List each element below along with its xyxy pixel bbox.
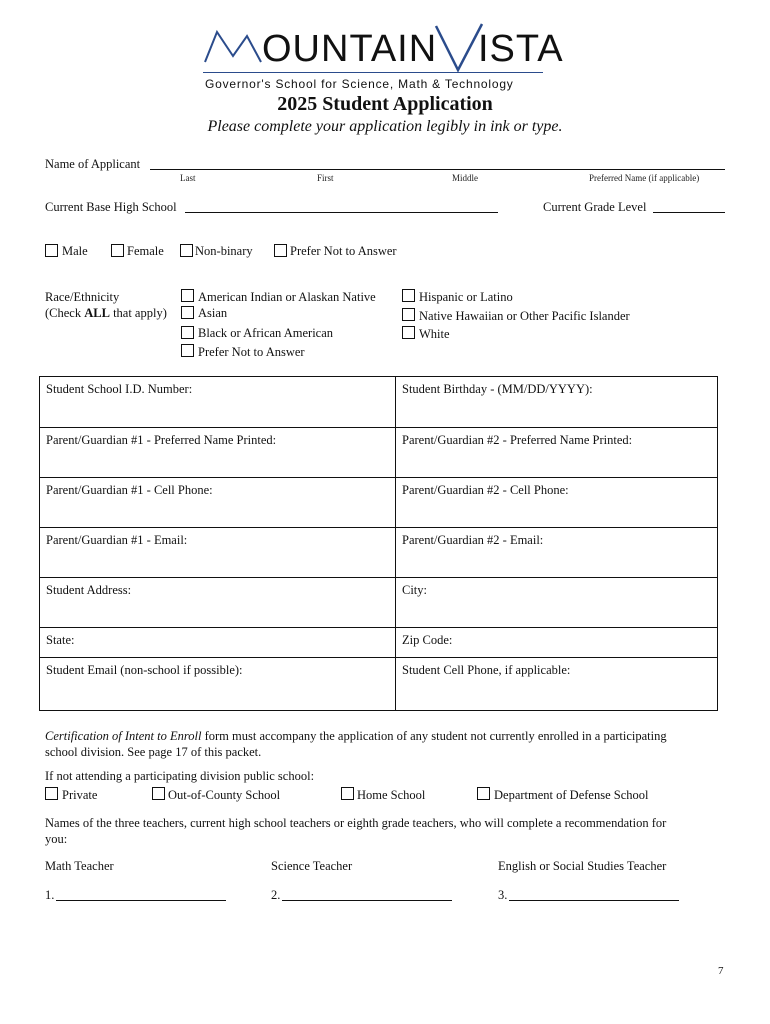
pg2-name-cell[interactable] — [396, 428, 717, 477]
defense-school-label: Department of Defense School — [494, 788, 649, 802]
american-indian-checkbox[interactable] — [181, 289, 194, 302]
out-of-county-checkbox[interactable] — [152, 787, 165, 800]
teachers-intro: Names of the three teachers, current high school teachers or eighth grade teachers, who will complete a recommendation for — [45, 816, 667, 830]
state-cell[interactable] — [40, 628, 395, 657]
math-teacher-field[interactable] — [56, 900, 226, 901]
pg2-phone-cell[interactable] — [396, 478, 717, 527]
female-checkbox[interactable] — [111, 244, 124, 257]
logo-rule — [203, 72, 543, 73]
male-label: Male — [62, 244, 88, 258]
pg2-email-cell[interactable] — [396, 528, 717, 577]
asian-label: Asian — [198, 306, 228, 320]
logo-tagline: Governor's School for Science, Math & Technology — [205, 77, 514, 91]
science-teacher-field[interactable] — [282, 900, 452, 901]
race-instruction — [45, 306, 167, 321]
gender-prefer-not-checkbox[interactable] — [274, 244, 287, 257]
american-indian-label: American Indian or Alaskan Native — [198, 290, 376, 304]
pg1-email-label: Parent/Guardian #1 - Email: — [46, 533, 188, 547]
page-subtitle: Please complete your application legibly in ink or type. — [207, 118, 563, 135]
pg2-email-label: Parent/Guardian #2 - Email: — [402, 533, 544, 547]
birthday-cell[interactable] — [396, 377, 717, 427]
race-instruction-pre: (Check — [45, 306, 85, 320]
pg1-phone-label: Parent/Guardian #1 - Cell Phone: — [46, 483, 213, 497]
english-teacher-label: English or Social Studies Teacher — [498, 859, 667, 873]
female-label: Female — [127, 244, 164, 258]
home-school-checkbox[interactable] — [341, 787, 354, 800]
student-id-cell[interactable] — [40, 377, 395, 427]
nonbinary-checkbox[interactable] — [180, 244, 193, 257]
school-label: Current Base High School — [45, 200, 177, 214]
grade-label: Current Grade Level — [543, 200, 647, 214]
science-teacher-label: Science Teacher — [271, 859, 353, 873]
school-field[interactable] — [185, 212, 498, 213]
english-teacher-field[interactable] — [509, 900, 679, 901]
student-id-label: Student School I.D. Number: — [46, 382, 193, 396]
teacher-number-1: 1. — [45, 888, 55, 902]
page-title: 2025 Student Application — [277, 93, 493, 115]
pg1-email-cell[interactable] — [40, 528, 395, 577]
zip-cell[interactable] — [396, 628, 717, 657]
address-cell[interactable] — [40, 578, 395, 627]
page-number: 7 — [718, 965, 724, 977]
certification-text — [45, 729, 667, 744]
pg2-name-label: Parent/Guardian #2 - Preferred Name Printed: — [402, 433, 633, 447]
teachers-intro-line2: you: — [45, 832, 68, 846]
hawaiian-label: Native Hawaiian or Other Pacific Islander — [419, 309, 630, 323]
hispanic-checkbox[interactable] — [402, 289, 415, 302]
certification-form-name: Certification of Intent to Enroll — [45, 729, 202, 743]
math-teacher-label: Math Teacher — [45, 859, 114, 873]
race-instruction-all: ALL — [84, 306, 110, 320]
race-instruction-post: that apply) — [109, 306, 167, 320]
defense-school-checkbox[interactable] — [477, 787, 490, 800]
race-label: Race/Ethnicity — [45, 290, 120, 304]
certification-line2: school division. See page 17 of this packet. — [45, 745, 262, 759]
black-checkbox[interactable] — [181, 326, 194, 339]
gender-prefer-not-label: Prefer Not to Answer — [290, 244, 397, 258]
male-checkbox[interactable] — [45, 244, 58, 257]
pg1-name-label: Parent/Guardian #1 - Preferred Name Printed: — [46, 433, 277, 447]
birthday-label: Student Birthday - (MM/DD/YYYY): — [402, 382, 593, 396]
hawaiian-checkbox[interactable] — [402, 308, 415, 321]
table-line — [39, 710, 718, 711]
nonbinary-label: Non-binary — [195, 244, 253, 258]
address-label: Student Address: — [46, 583, 132, 597]
zip-label: Zip Code: — [402, 633, 453, 647]
private-label: Private — [62, 788, 98, 802]
black-label: Black or African American — [198, 326, 334, 340]
teacher-number-2: 2. — [271, 888, 281, 902]
white-label: White — [419, 327, 450, 341]
race-prefer-not-label: Prefer Not to Answer — [198, 345, 305, 359]
name-sub-last: Last — [180, 173, 196, 183]
name-label: Name of Applicant — [45, 157, 141, 171]
home-school-label: Home School — [357, 788, 426, 802]
hispanic-label: Hispanic or Latino — [419, 290, 513, 304]
school-type-label: If not attending a participating division public school: — [45, 769, 315, 783]
name-sub-middle: Middle — [452, 173, 478, 183]
name-sub-preferred: Preferred Name (if applicable) — [589, 173, 700, 183]
name-sub-first: First — [317, 173, 334, 183]
city-cell[interactable] — [396, 578, 717, 627]
city-label: City: — [402, 583, 428, 597]
race-prefer-not-checkbox[interactable] — [181, 344, 194, 357]
logo-word-right: ISTA — [478, 28, 564, 70]
pg2-phone-label: Parent/Guardian #2 - Cell Phone: — [402, 483, 569, 497]
student-email-label: Student Email (non-school if possible): — [46, 663, 243, 677]
table-line — [717, 376, 718, 710]
pg1-phone-cell[interactable] — [40, 478, 395, 527]
grade-field[interactable] — [653, 212, 725, 213]
student-phone-label: Student Cell Phone, if applicable: — [402, 663, 571, 677]
private-checkbox[interactable] — [45, 787, 58, 800]
logo-word-left: OUNTAIN — [262, 28, 438, 70]
teacher-number-3: 3. — [498, 888, 508, 902]
state-label: State: — [46, 633, 75, 647]
student-phone-cell[interactable] — [396, 658, 717, 710]
certification-rest: form must accompany the application of any student not currently enrolled in a participating — [201, 729, 667, 743]
white-checkbox[interactable] — [402, 326, 415, 339]
name-field[interactable] — [150, 169, 725, 170]
pg1-name-cell[interactable] — [40, 428, 395, 477]
student-email-cell[interactable] — [40, 658, 395, 710]
asian-checkbox[interactable] — [181, 306, 194, 319]
out-of-county-label: Out-of-County School — [168, 788, 281, 802]
